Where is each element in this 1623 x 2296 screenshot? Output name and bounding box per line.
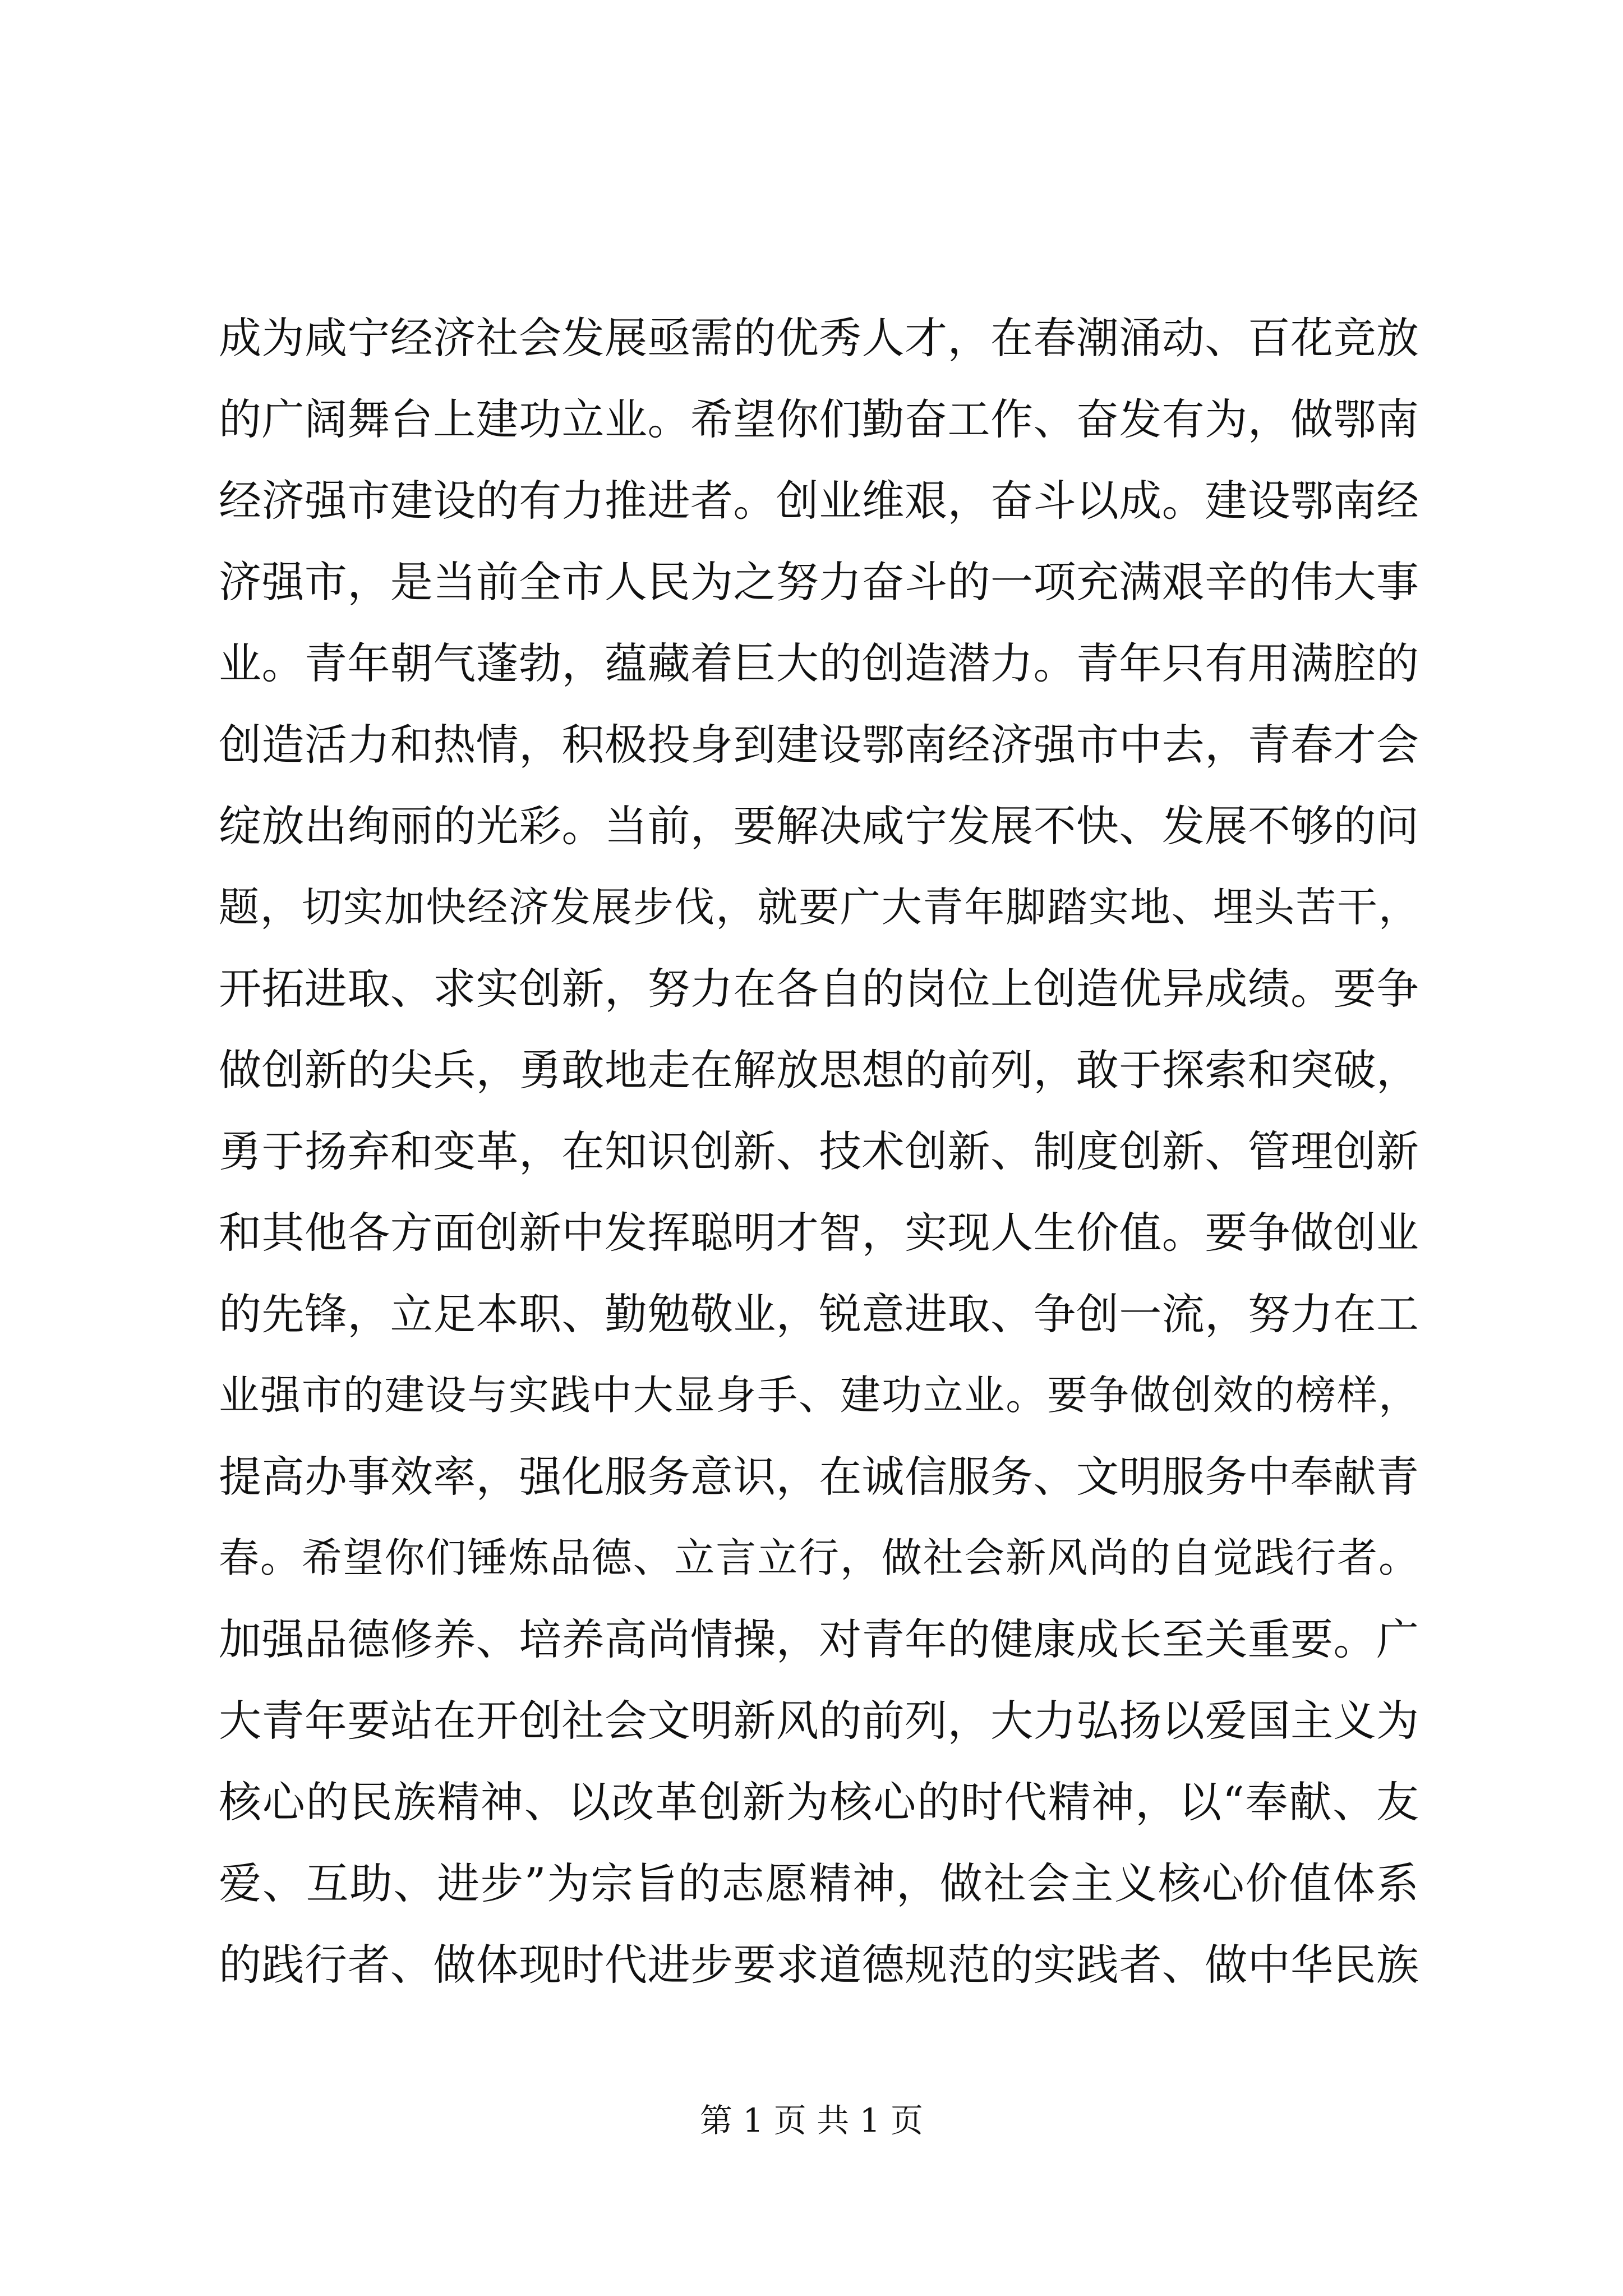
text-line: 的先锋，立足本职、勤勉敬业，锐意进取、争创一流，努力在工 bbox=[219, 1289, 1419, 1339]
text-line: 核心的民族精神、以改革创新为核心的时代精神，以“奉献、友 bbox=[219, 1777, 1419, 1827]
text-line: 成为咸宁经济社会发展亟需的优秀人才，在春潮涌动、百花竞放 bbox=[219, 313, 1419, 363]
text-line: 题，切实加快经济发展步伐，就要广大青年脚踏实地、埋头苦干， bbox=[219, 884, 1419, 931]
text-line: 的广阔舞台上建功立业。希望你们勤奋工作、奋发有为，做鄂南 bbox=[219, 394, 1419, 444]
text-line: 和其他各方面创新中发挥聪明才智，实现人生价值。要争做创业 bbox=[219, 1208, 1419, 1258]
text-line: 业。青年朝气蓬勃，蕴藏着巨大的创造潜力。青年只有用满腔的 bbox=[219, 638, 1419, 688]
page-footer: 第 1 页 共 1 页 bbox=[700, 2101, 923, 2139]
text-line: 大青年要站在开创社会文明新风的前列，大力弘扬以爱国主义为 bbox=[219, 1696, 1419, 1746]
text-line: 春。希望你们锤炼品德、立言立行，做社会新风尚的自觉践行者。 bbox=[219, 1534, 1419, 1581]
text-line: 爱、互助、进步”为宗旨的志愿精神，做社会主义核心价值体系 bbox=[219, 1858, 1419, 1908]
text-line: 做创新的尖兵，勇敢地走在解放思想的前列，敢于探索和突破， bbox=[219, 1045, 1419, 1095]
text-line: 创造活力和热情，积极投身到建设鄂南经济强市中去，青春才会 bbox=[219, 720, 1419, 770]
body-paragraph bbox=[219, 297, 1419, 2005]
text-line: 的践行者、做体现时代进步要求道德规范的实践者、做中华民族 bbox=[219, 1940, 1419, 1990]
text-line: 加强品德修养、培养高尚情操，对青年的健康成长至关重要。广 bbox=[219, 1614, 1419, 1664]
text-line: 业强市的建设与实践中大显身手、建功立业。要争做创效的榜样， bbox=[219, 1372, 1419, 1419]
text-line: 勇于扬弃和变革，在知识创新、技术创新、制度创新、管理创新 bbox=[219, 1126, 1419, 1176]
text-line: 开拓进取、求实创新，努力在各自的岗位上创造优异成绩。要争 bbox=[219, 964, 1419, 1014]
text-line: 提高办事效率，强化服务意识，在诚信服务、文明服务中奉献青 bbox=[219, 1452, 1419, 1502]
text-line: 绽放出绚丽的光彩。当前，要解决咸宁发展不快、发展不够的问 bbox=[219, 801, 1419, 851]
text-line: 经济强市建设的有力推进者。创业维艰，奋斗以成。建设鄂南经 bbox=[219, 476, 1419, 526]
text-line: 济强市，是当前全市人民为之努力奋斗的一项充满艰辛的伟大事 bbox=[219, 557, 1419, 607]
